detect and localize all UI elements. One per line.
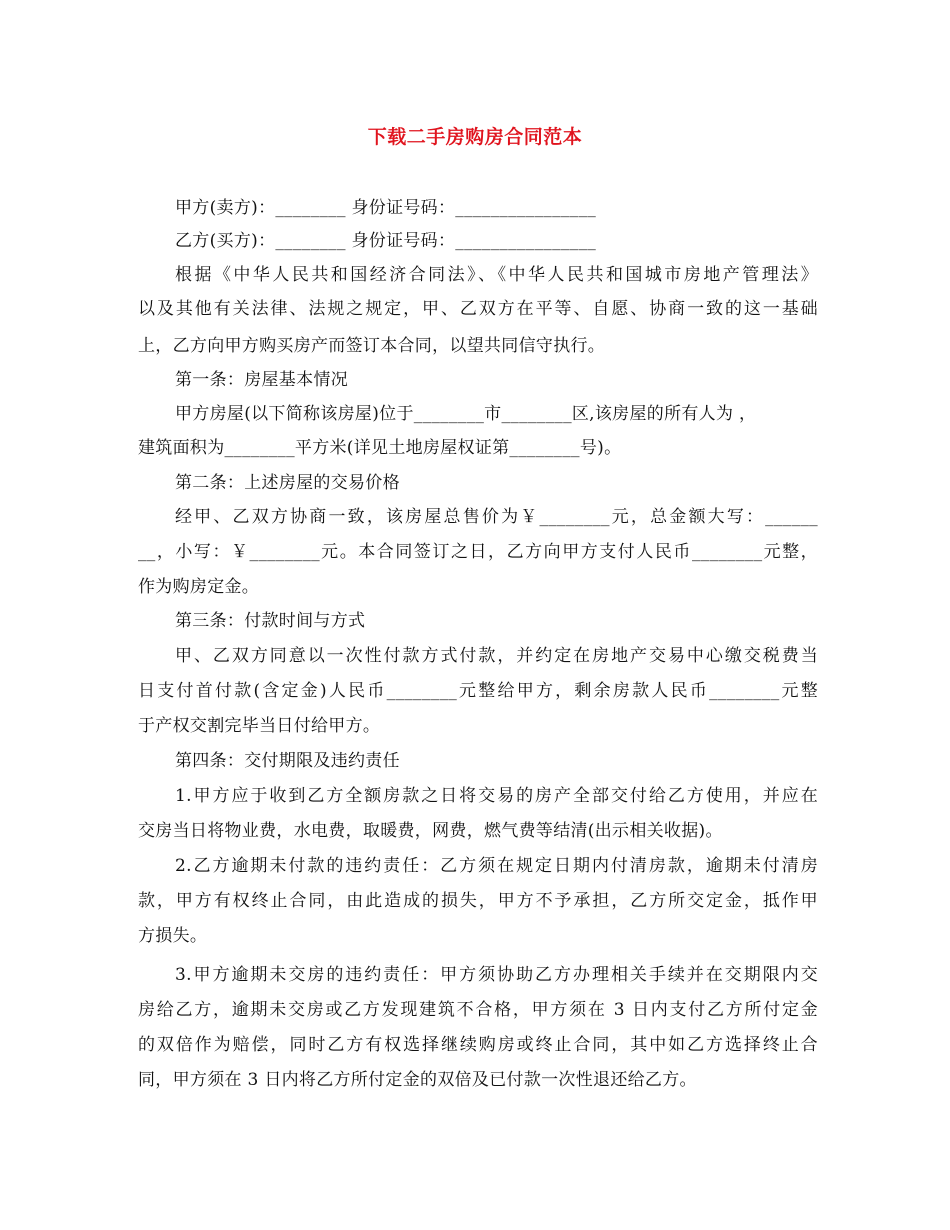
- paragraph-line: 房给乙方，逾期未交房或乙方发现建筑不合格，甲方须在 3 日内支付乙方所付定金: [138, 1000, 818, 1020]
- clause-heading: 第四条：交付期限及违约责任: [175, 751, 400, 771]
- paragraph-line: 交房当日将物业费，水电费，取暖费，网费，燃气费等结清(出示相关收据)。: [138, 821, 723, 841]
- paragraph-line: 同，甲方须在 3 日内将乙方所付定金的双倍及已付款一次性退还给乙方。: [138, 1070, 697, 1090]
- paragraph-line: 上，乙方向甲方购买房产而签订本合同，以望共同信守执行。: [138, 336, 606, 356]
- paragraph-line: 款，甲方有权终止合同，由此造成的损失，甲方不予承担，乙方所交定金，抵作甲: [138, 891, 818, 911]
- clause-heading: 第一条：房屋基本情况: [175, 370, 348, 390]
- page-title: 下载二手房购房合同范本: [367, 126, 583, 148]
- buyer-line: 乙方(买方)：________ 身份证号码：________________: [175, 231, 597, 251]
- clause-heading: 第二条：上述房屋的交易价格: [175, 473, 400, 493]
- paragraph-line: 以及其他有关法律、法规之规定，甲、乙双方在平等、自愿、协商一致的这一基础: [138, 299, 818, 319]
- paragraph-line: 2.乙方逾期未付款的违约责任：乙方须在规定日期内付清房款，逾期未付清房: [175, 856, 818, 876]
- paragraph-line: 3.甲方逾期未交房的违约责任：甲方须协助乙方办理相关手续并在交期限内交: [175, 965, 818, 985]
- paragraph-line: 于产权交割完毕当日付给甲方。: [138, 716, 381, 736]
- paragraph-line: 建筑面积为________平方米(详见土地房屋权证第________号)。: [138, 438, 622, 458]
- seller-line: 甲方(卖方)：________ 身份证号码：________________: [175, 198, 597, 218]
- paragraph-line: 1.甲方应于收到乙方全额房款之日将交易的房产全部交付给乙方使用，并应在: [175, 786, 818, 806]
- paragraph-line: 作为购房定金。: [138, 577, 260, 597]
- paragraph-line: 经甲、乙双方协商一致，该房屋总售价为￥________元，总金额大写：______: [175, 507, 818, 527]
- paragraph-line: 甲方房屋(以下简称该房屋)位于________市________区,该房屋的所有人为 ，: [175, 404, 757, 424]
- paragraph-line: 方损失。: [138, 926, 208, 946]
- paragraph-line: 日支付首付款(含定金)人民币________元整给甲方，剩余房款人民币________元整: [138, 681, 818, 701]
- paragraph-line: 甲、乙双方同意以一次性付款方式付款，并约定在房地产交易中心缴交税费当: [175, 646, 818, 666]
- paragraph-line: 根据《中华人民共和国经济合同法》、《中华人民共和国城市房地产管理法》: [175, 265, 818, 285]
- clause-heading: 第三条：付款时间与方式: [175, 611, 366, 631]
- paragraph-line: __，小写：￥________元。本合同签订之日，乙方向甲方支付人民币________元整，: [138, 542, 818, 562]
- paragraph-line: 的双倍作为赔偿，同时乙方有权选择继续购房或终止合同，其中如乙方选择终止合: [138, 1035, 818, 1055]
